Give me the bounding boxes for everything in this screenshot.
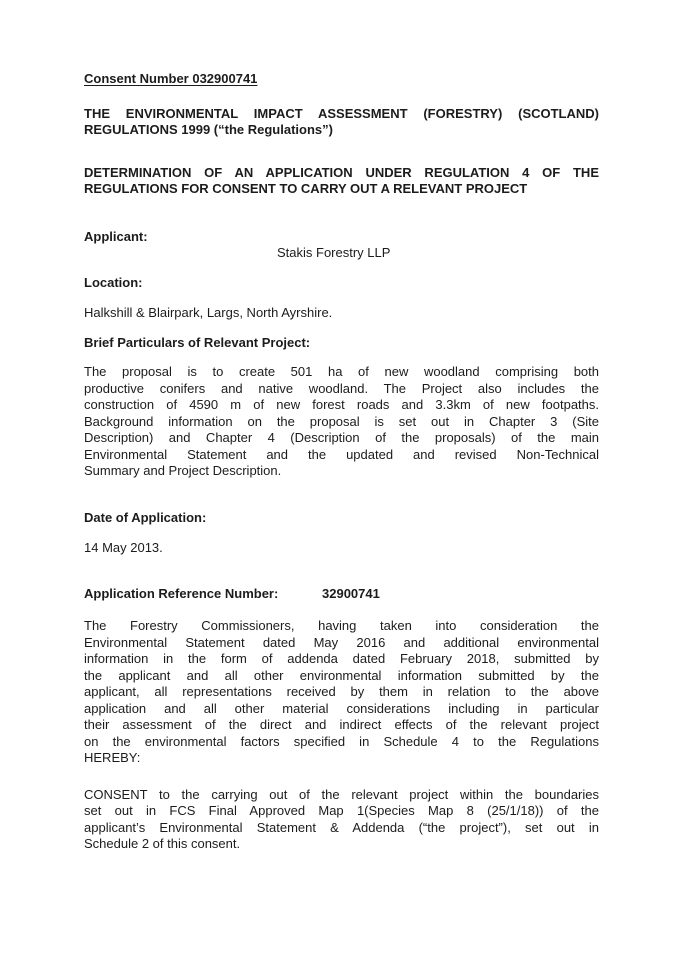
text-line: Schedule 2 of this consent. (84, 836, 241, 851)
location-label: Location: (84, 274, 143, 290)
brief-particulars-paragraph (84, 364, 599, 480)
text-line: applicant’s Environmental Statement & Addenda (“the project”), set out in (84, 819, 599, 835)
applicant-value: Stakis Forestry LLP (277, 245, 391, 260)
text-line: applicant, all representations received by them in relation to the above (84, 684, 599, 699)
text-line: productive conifers and native woodland. The Project also includes the (84, 380, 599, 396)
application-reference-value: 32900741 (322, 585, 380, 601)
applicant-label: Applicant: (84, 228, 148, 244)
text-line: Environmental Statement dated May 2016 and additional environmental (84, 634, 599, 650)
text-line: HEREBY: (84, 750, 141, 765)
text-line: the applicant and all other environmental information submitted by the (84, 667, 599, 683)
date-of-application-value: 14 May 2013. (84, 540, 163, 555)
text-line: set out in FCS Final Approved Map 1(Species Map 8 (25/1/18)) of the (84, 803, 599, 818)
text-line: application and all other material considerations including in particular (84, 700, 599, 716)
text-line: REGULATIONS FOR CONSENT TO CARRY OUT A RELEVANT PROJECT (84, 181, 528, 196)
application-reference-label: Application Reference Number: (84, 585, 279, 601)
regulations-heading (84, 106, 599, 139)
text-line: their assessment of the direct and indirect effects of the relevant project (84, 717, 599, 732)
application-reference-row (84, 586, 599, 603)
text-line: CONSENT to the carrying out of the relevant project within the boundaries (84, 786, 599, 802)
date-of-application-label: Date of Application: (84, 509, 207, 525)
brief-particulars-label: Brief Particulars of Relevant Project: (84, 334, 311, 350)
consent-number-title: Consent Number 032900741 (84, 71, 258, 86)
applicant-section (84, 229, 599, 262)
text-line: information in the form of addenda dated February 2018, submitted by (84, 651, 599, 666)
text-line: Description) and Chapter 4 (Description of the proposals) of the main (84, 430, 599, 445)
text-line: Environmental Statement and the updated and revised Non-Technical (84, 446, 599, 462)
text-line: Summary and Project Description. (84, 463, 282, 478)
text-line: Background information on the proposal is set out in Chapter 3 (Site (84, 413, 599, 429)
text-line: The Forestry Commissioners, having taken into consideration the (84, 618, 599, 633)
determination-heading (84, 165, 599, 198)
text-line: on the environmental factors specified in Schedule 4 to the Regulations (84, 733, 599, 749)
text-line: construction of 4590 m of new forest roads and 3.3km of new footpaths. (84, 397, 599, 412)
text-line: DETERMINATION OF AN APPLICATION UNDER REGULATION 4 OF THE (84, 164, 599, 180)
consent-paragraph (84, 787, 599, 853)
text-line: The proposal is to create 501 ha of new woodland comprising both (84, 364, 599, 379)
text-line: REGULATIONS 1999 (“the Regulations”) (84, 122, 333, 137)
text-line: THE ENVIRONMENTAL IMPACT ASSESSMENT (FORESTRY) (SCOTLAND) (84, 105, 599, 121)
location-value: Halkshill & Blairpark, Largs, North Ayrshire. (84, 305, 333, 320)
determination-body-paragraph (84, 618, 599, 767)
